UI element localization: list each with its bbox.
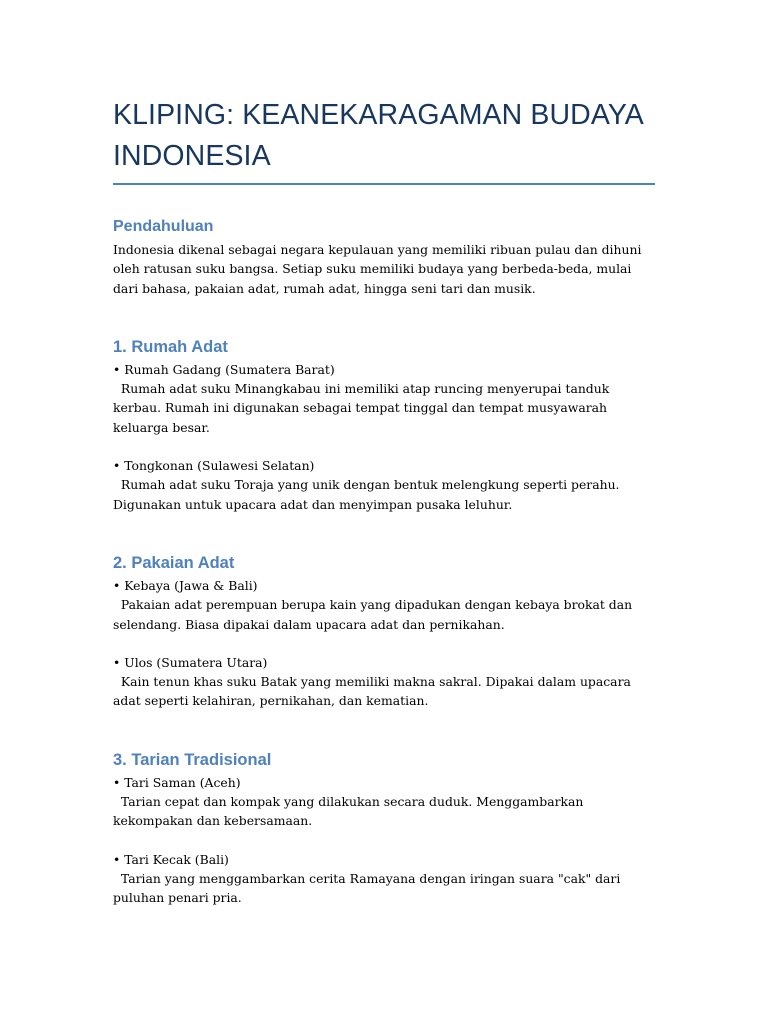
list-item-description: Tarian cepat dan kompak yang dilakukan secara duduk. Menggambarkan kekompakan dan kebersamaan. — [113, 794, 588, 829]
list-item — [113, 653, 655, 711]
list-item — [113, 850, 655, 908]
list-item-title: • Ulos (Sumatera Utara) — [113, 654, 268, 670]
list-item-title: • Tongkonan (Sulawesi Selatan) — [113, 458, 315, 474]
list-item-title: • Tari Saman (Aceh) — [113, 774, 241, 790]
section-heading-tarian-tradisional: 3. Tarian Tradisional — [113, 750, 272, 769]
list-item-description: Pakaian adat perempuan berupa kain yang dipadukan dengan kebaya brokat dan selendang. Biasa dipakai dalam upacara adat dan pernikahan. — [113, 597, 637, 632]
title-underline-divider — [113, 183, 655, 185]
section-heading-pakaian-adat: 2. Pakaian Adat — [113, 553, 235, 572]
list-item — [113, 773, 655, 831]
intro-heading: Pendahuluan — [113, 218, 214, 235]
list-item-title: • Kebaya (Jawa & Bali) — [113, 577, 258, 593]
list-item-description: Tarian yang menggambarkan cerita Ramayana dengan iringan suara "cak" dari puluhan penari pria. — [113, 870, 625, 906]
list-item-description: Rumah adat suku Minangkabau ini memiliki atap runcing menyerupai tanduk kerbau. Rumah ini digunakan sebagai tempat tinggal dan tempat musyawarah keluarga besar. — [113, 381, 614, 435]
document-page — [113, 95, 655, 908]
document-title: KLIPING: KEANEKARAGAMAN BUDAYA INDONESIA — [113, 99, 643, 172]
list-item — [113, 576, 655, 634]
list-item-title: • Rumah Gadang (Sumatera Barat) — [113, 361, 335, 377]
intro-paragraph: Indonesia dikenal sebagai negara kepulauan yang memiliki ribuan pulau dan dihuni oleh ratusan suku bangsa. Setiap suku memiliki budaya yang berbeda-beda, mulai dari bahasa, pakaian adat, rumah adat, hingga seni tari dan musik. — [113, 242, 642, 296]
list-item — [113, 456, 655, 514]
list-item-description: Rumah adat suku Toraja yang unik dengan bentuk melengkung seperti perahu. Digunakan untuk upacara adat dan menyimpan pusaka leluhur. — [113, 477, 624, 512]
list-item — [113, 360, 655, 437]
section-heading-rumah-adat: 1. Rumah Adat — [113, 337, 228, 356]
list-item-description: Kain tenun khas suku Batak yang memiliki makna sakral. Dipakai dalam upacara adat seperti kelahiran, pernikahan, dan kematian. — [113, 674, 635, 709]
list-item-title: • Tari Kecak (Bali) — [113, 851, 229, 867]
